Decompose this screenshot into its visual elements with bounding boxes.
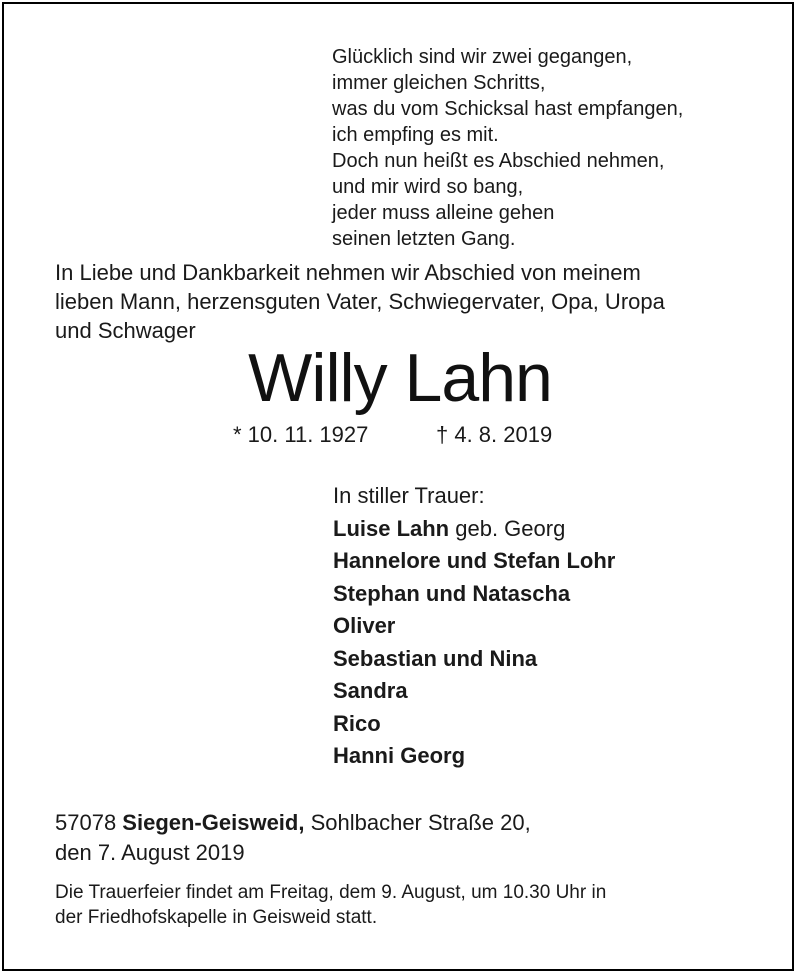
mourner-name: Sebastian und Nina xyxy=(333,645,538,671)
mourner-name: Sandra xyxy=(333,678,408,703)
mourners-block xyxy=(333,480,615,773)
ceremony-line: der Friedhofskapelle in Geisweid statt. xyxy=(55,907,378,928)
ceremony-line: Die Trauerfeier findet am Freitag, dem 9. August, um 10.30 Uhr in xyxy=(55,882,607,903)
intro-line: und Schwager xyxy=(55,318,196,343)
address-street: Sohlbacher Straße 20, xyxy=(304,810,531,835)
mourner-name: Oliver xyxy=(333,613,396,638)
poem-line: was du vom Schicksal hast empfangen, xyxy=(332,98,684,120)
poem xyxy=(332,44,683,252)
address-postcode: 57078 xyxy=(55,810,123,835)
intro-text xyxy=(55,258,755,345)
intro-line: lieben Mann, herzensguten Vater, Schwiegervater, Opa, Uropa xyxy=(55,289,665,314)
address-line xyxy=(55,808,531,838)
poem-line: Doch nun heißt es Abschied nehmen, xyxy=(332,150,665,172)
poem-line: ich empfing es mit. xyxy=(332,124,499,146)
death-date: † 4. 8. 2019 xyxy=(436,422,553,447)
mourning-heading: In stiller Trauer: xyxy=(333,483,485,508)
poem-line: und mir wird so bang, xyxy=(332,176,524,198)
mourner-name: Rico xyxy=(333,710,381,736)
poem-line: seinen letzten Gang. xyxy=(332,228,516,250)
deceased-name: Willy Lahn xyxy=(248,340,552,416)
mourner-spouse xyxy=(333,513,615,546)
ceremony-info xyxy=(55,880,606,930)
poem-line: Glücklich sind wir zwei gegangen, xyxy=(332,46,633,68)
mourner-name: Hannelore und Stefan Lohr xyxy=(333,548,616,573)
address-city: Siegen-Geisweid, xyxy=(122,810,305,835)
address-date: den 7. August 2019 xyxy=(55,840,245,865)
poem-line: jeder muss alleine gehen xyxy=(332,202,555,224)
address-block xyxy=(55,808,531,868)
intro-line: In Liebe und Dankbarkeit nehmen wir Abschied von meinem xyxy=(55,260,641,285)
mourner-name: Stephan und Natascha xyxy=(333,580,571,606)
mourner-spouse-maiden: geb. Georg xyxy=(449,515,566,541)
mourner-spouse-name: Luise Lahn xyxy=(333,515,450,541)
mourner-name: Hanni Georg xyxy=(333,743,466,768)
birth-date: * 10. 11. 1927 xyxy=(233,422,369,447)
poem-line: immer gleichen Schritts, xyxy=(332,72,546,94)
